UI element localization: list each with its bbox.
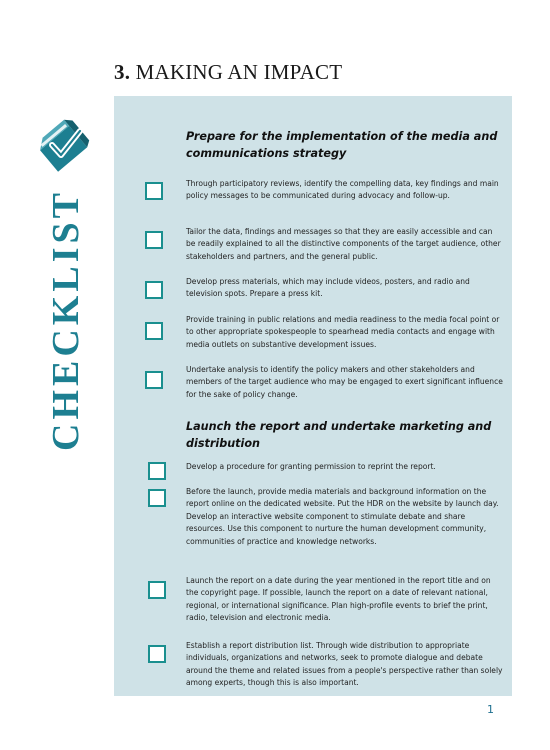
checklist-item-4: Provide training in public relations and media readiness to the media focal point or to other appropriate spokespeople to spearhead media contacts and engage with media outlets on substantive development issues. <box>186 315 500 349</box>
checkbox-item-3[interactable] <box>145 281 163 299</box>
section-heading-prepare: Prepare for the implementation of the media and communications strategy <box>186 130 498 160</box>
checklist-vertical-label <box>45 189 87 451</box>
checkbox-item-4[interactable] <box>145 322 163 340</box>
section-title: MAKING AN IMPACT <box>130 60 343 84</box>
checklist-item-2: Tailor the data, findings and messages so that they are easily accessible and can be readily explained to all the distinctive components of the target audience, other stakeholders and partners, and the general public. <box>186 227 501 261</box>
checkmark-book-icon <box>30 115 96 181</box>
checklist-item-8: Launch the report on a date during the year mentioned in the report title and on the copyright page. If possible, launch the report on a date of relevant national, regional, or international significance. Plan high-profile events to brief the print, radio, television and electronic media. <box>186 576 491 623</box>
section-number: 3. <box>114 60 131 84</box>
checklist-item-6: Develop a procedure for granting permission to reprint the report. <box>186 462 436 471</box>
checkbox-item-6[interactable] <box>148 462 166 480</box>
checkbox-item-7[interactable] <box>148 489 166 507</box>
page-title <box>114 60 342 85</box>
checklist-item-1: Through participatory reviews, identify the compelling data, key findings and main policy messages to be communicated during advocacy and follow-up. <box>186 179 499 201</box>
checkbox-item-8[interactable] <box>148 581 166 599</box>
checkbox-item-2[interactable] <box>145 231 163 249</box>
checklist-label-text: CHECKLIST <box>45 189 87 451</box>
checklist-item-7: Before the launch, provide media materials and background information on the report online on the dedicated website. Put the HDR on the website by launch day. Develop an interactive website component to stimulate debate and share resources. Use this component to nurture the human development community, communities of practice and knowledge networks. <box>186 487 499 546</box>
checkbox-item-1[interactable] <box>145 182 163 200</box>
checklist-item-5: Undertake analysis to identify the policy makers and other stakeholders and members of the target audience who may be engaged to exert significant influence for the sake of policy change. <box>186 365 503 399</box>
checkbox-item-5[interactable] <box>145 371 163 389</box>
checklist-item-3: Develop press materials, which may include videos, posters, and radio and television spots. Prepare a press kit. <box>186 277 470 299</box>
checkbox-item-9[interactable] <box>148 645 166 663</box>
section-heading-launch: Launch the report and undertake marketing and distribution <box>186 420 492 450</box>
checklist-item-9: Establish a report distribution list. Through wide distribution to appropriate individuals, organizations and networks, seek to promote dialogue and debate around the theme and related issues from a people's perspective rather than solely among experts, though this is also important. <box>186 641 503 688</box>
page-number: 1 <box>487 703 494 716</box>
